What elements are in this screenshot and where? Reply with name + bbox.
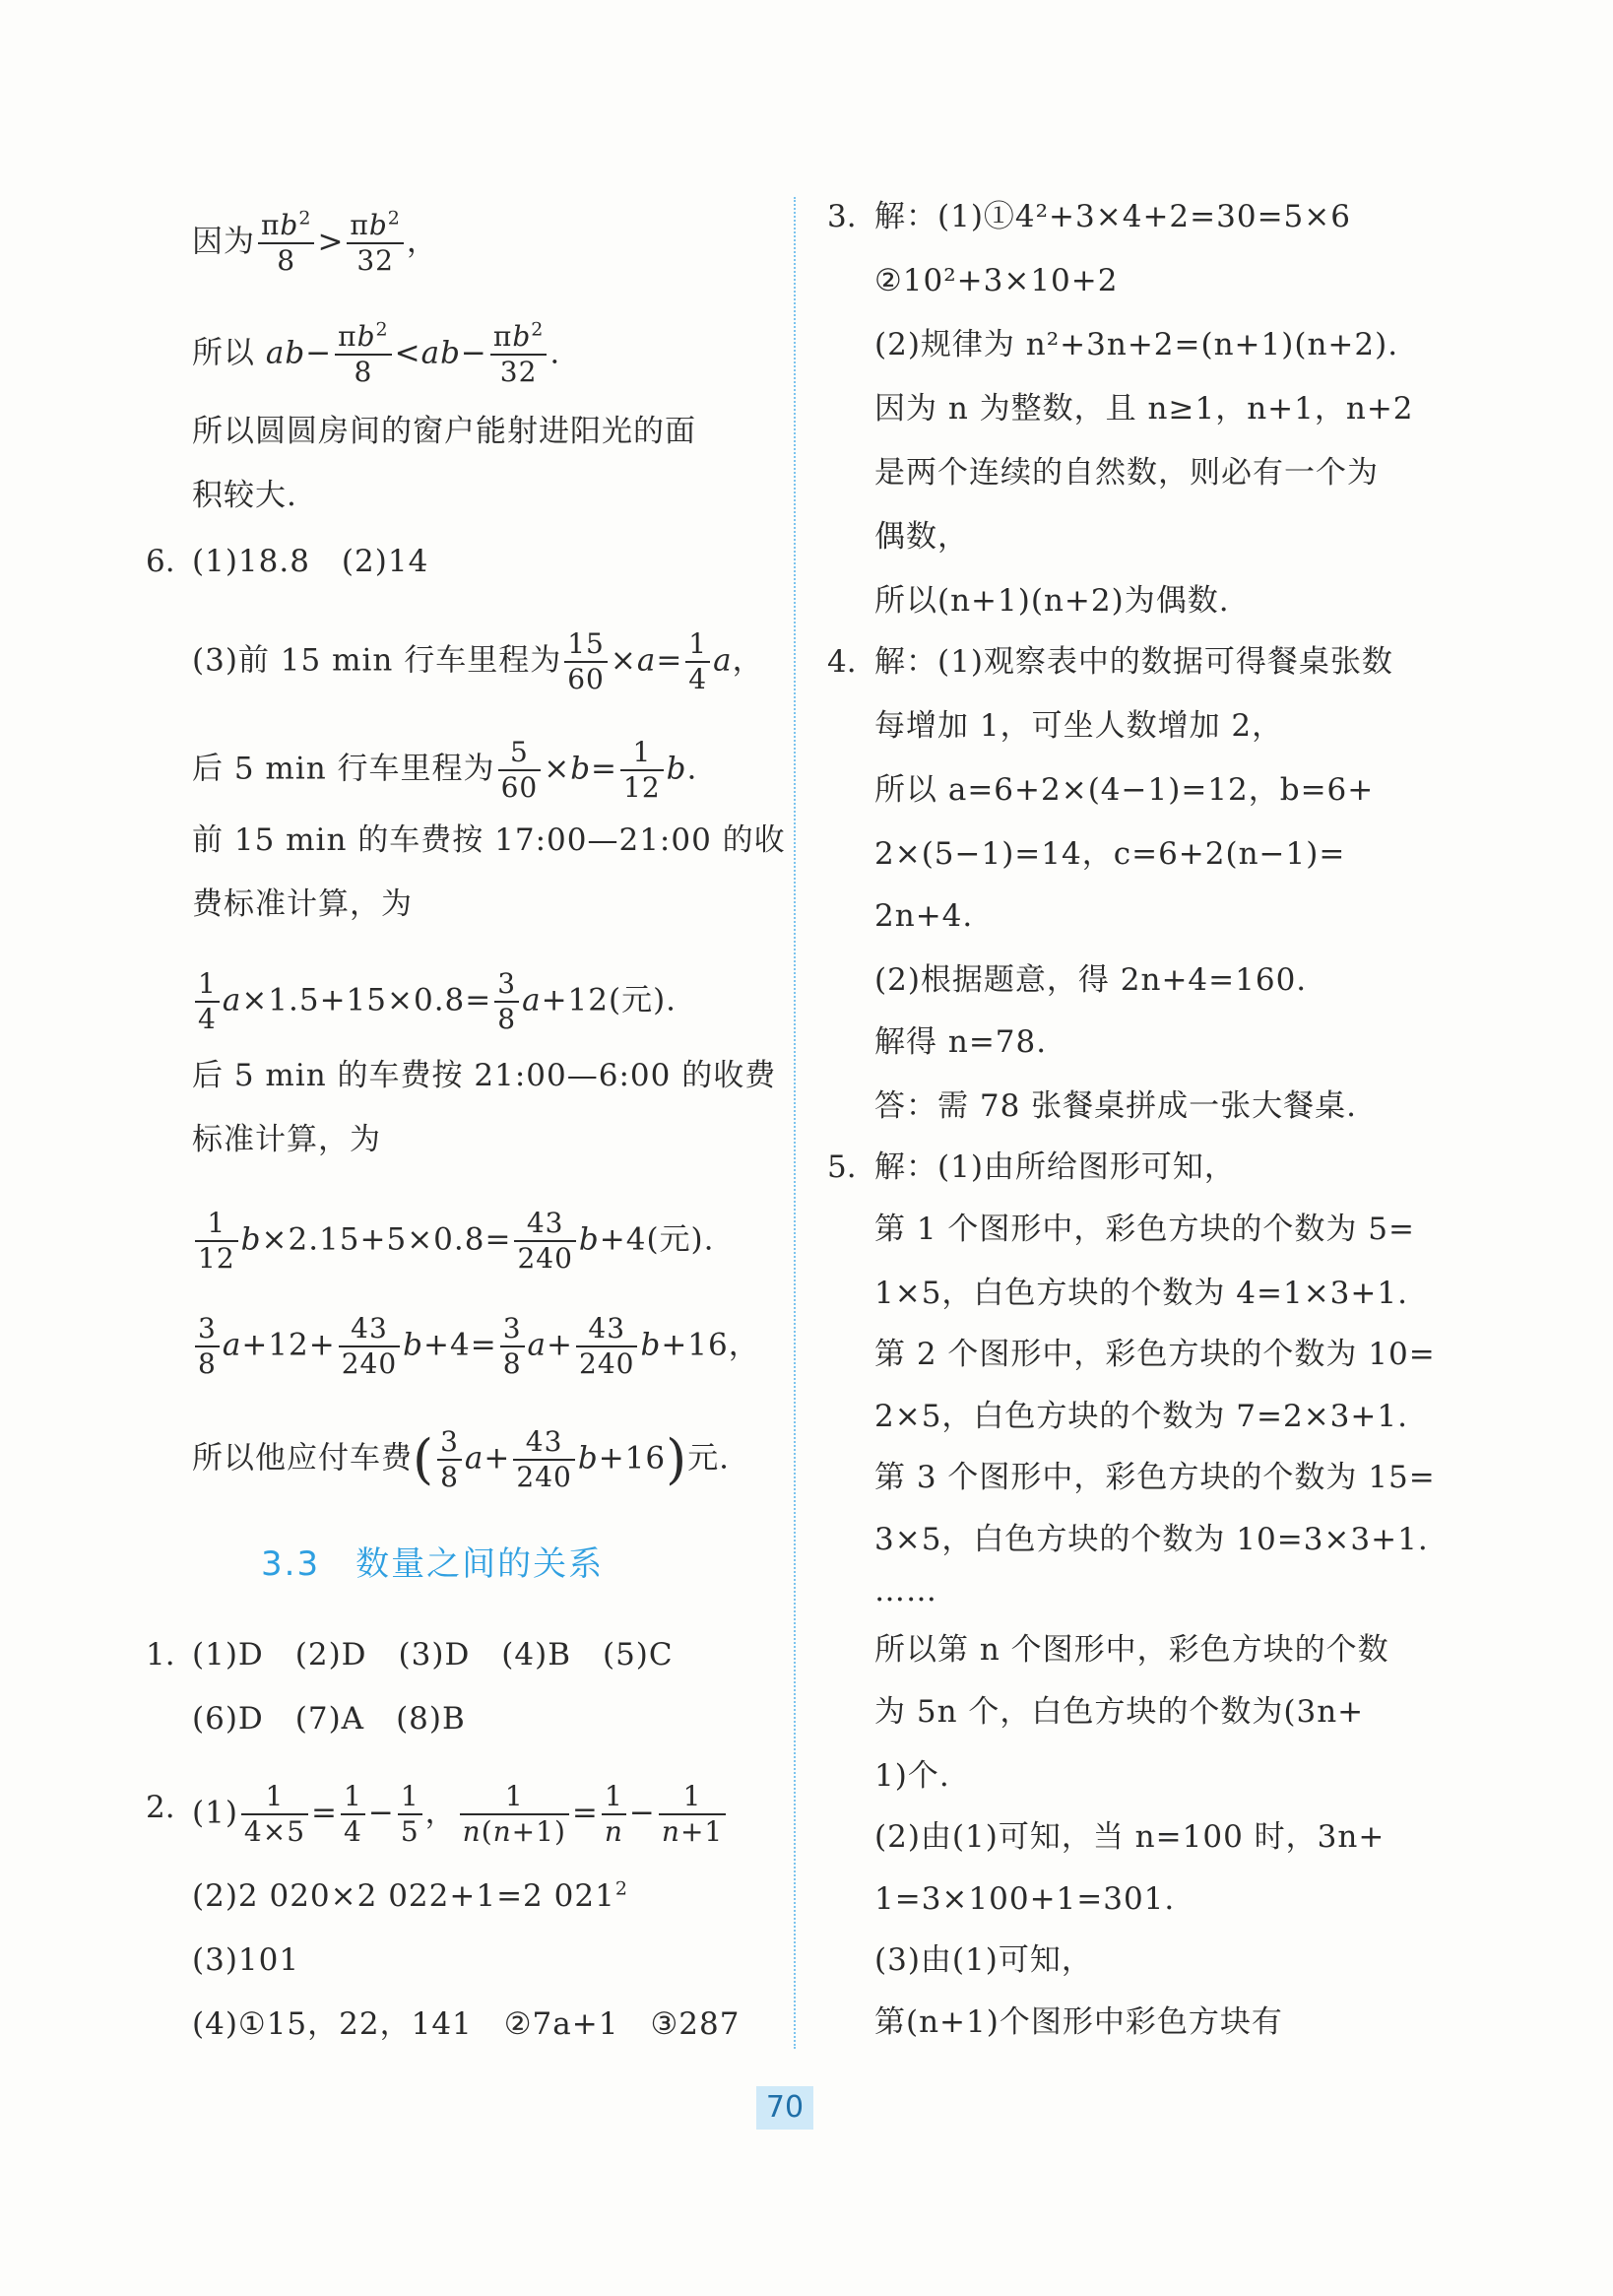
q3-f: 偶数， (874, 519, 969, 555)
q2-a: (1) $\frac{1}{4\times 5}$ = $\frac{1}{4}$ − $\frac{1}{5}$ ， $\frac{1}{n(n+1)}$ = $\frac{1}{n}$ − $\frac{1}{n+1}$ (192, 1783, 729, 1846)
q5-j: 为 5n 个，白色方块的个数为(3n+ (874, 1694, 1365, 1730)
q2-b: (2)2 020×2 022+1=2 $021^2$ (192, 1877, 628, 1914)
q6-e: 费标准计算，为 (192, 886, 413, 922)
q4-h: 答：需 78 张餐桌拼成一张大餐桌. (874, 1088, 1358, 1124)
q5-e: 2×5，白色方块的个数为 7=2×3+1. (874, 1399, 1408, 1434)
q4-d: 2×(5−1)=14，c=6+2(n−1)= (874, 836, 1346, 872)
q5-i: 所以第 n 个图形中，彩色方块的个数 (874, 1632, 1389, 1668)
q4-g: 解得 n=78. (874, 1024, 1048, 1060)
q5-g: 3×5，白色方块的个数为 10=3×3+1. (874, 1522, 1429, 1557)
column-divider (794, 197, 796, 2049)
q6-d: 前 15 min 的车费按 17:00—21:00 的收 (192, 822, 786, 858)
q3-g: 所以(n+1)(n+2)为偶数. (874, 583, 1230, 619)
q5-number: 5. (827, 1149, 857, 1185)
q2-c: (3)101 (192, 1942, 300, 1978)
q5-n: (3)由(1)可知， (874, 1942, 1093, 1978)
q2-number: 2. (146, 1790, 175, 1825)
line-l1: 因为 $\frac{\pi b^2}{8}$ > $\frac{\pi b^2}{32}$ ， (192, 207, 438, 277)
q3-d: 因为 n 为整数，且 n≥1，n+1，n+2 (874, 391, 1414, 426)
q5-l: (2)由(1)可知，当 n=100 时，3n+ (874, 1819, 1386, 1855)
q6-i: $\frac{1}{12}$ b×2.15+5×0.8= $\frac{43}{240}$ b+4(元). (192, 1210, 715, 1273)
q6-number: 6. (146, 544, 175, 579)
q5-b: 第 1 个图形中，彩色方块的个数为 5= (874, 1212, 1415, 1247)
q3-a: 解：(1)①4²+3×4+2=30=5×6 (874, 199, 1351, 234)
q3-b: ②10²+3×10+2 (874, 263, 1119, 298)
q1-a: (1)D (2)D (3)D (4)B (5)C (192, 1637, 674, 1673)
q5-f: 第 3 个图形中，彩色方块的个数为 15= (874, 1460, 1436, 1495)
q5-m: 1=3×100+1=301. (874, 1881, 1176, 1917)
q5-d: 第 2 个图形中，彩色方块的个数为 10= (874, 1337, 1436, 1372)
q3-number: 3. (827, 199, 857, 234)
q6-a: (1)18.8 (2)14 (192, 544, 429, 579)
q6-j: $\frac{3}{8}$ a+12+ $\frac{43}{240}$ b+4= $\frac{3}{8}$ a+ $\frac{43}{240}$ b+16， (192, 1315, 760, 1378)
q5-k: 1)个. (874, 1758, 950, 1794)
q3-e: 是两个连续的自然数，则必有一个为 (874, 455, 1379, 491)
q4-f: (2)根据题意，得 2n+4=160. (874, 962, 1308, 998)
q5-a: 解：(1)由所给图形可知， (874, 1149, 1236, 1185)
q4-e: 2n+4. (874, 898, 974, 934)
q6-b: (3)前 15 min 行车里程为 $\frac{15}{60}$ ×a= $\frac{1}{4}$ a， (192, 627, 764, 695)
line-l2: 所以 ab− $\frac{\pi b^2}{8}$ <ab− $\frac{\pi b^2}{32}$ . (192, 318, 561, 388)
q3-c: (2)规律为 n²+3n+2=(n+1)(n+2). (874, 327, 1399, 362)
q6-g: 后 5 min 的车费按 21:00—6:00 的收费 (192, 1058, 777, 1093)
q4-c: 所以 a=6+2×(4−1)=12，b=6+ (874, 772, 1375, 808)
q4-b: 每增加 1，可坐人数增加 2， (874, 708, 1284, 744)
q1-number: 1. (146, 1637, 175, 1673)
q6-c: 后 5 min 行车里程为 $\frac{5}{60}$ ×b= $\frac{1}{12}$ b. (192, 736, 698, 804)
q6-h: 标准计算，为 (192, 1122, 381, 1157)
q6-f: $\frac{1}{4}$ a×1.5+15×0.8= $\frac{3}{8}$ a+12(元). (192, 970, 677, 1033)
section-title: 3.3 数量之间的关系 (261, 1544, 605, 1584)
line-l3: 所以圆圆房间的窗户能射进阳光的面 (192, 414, 696, 449)
q4-number: 4. (827, 644, 857, 680)
q6-k: 所以他应付车费( $\frac{3}{8}$ a+ $\frac{43}{240}$ b+16)元. (192, 1425, 731, 1493)
q2-d: (4)①15，22，141 ②7a+1 ③287 (192, 2006, 741, 2042)
q5-c: 1×5，白色方块的个数为 4=1×3+1. (874, 1276, 1408, 1311)
q5-o: 第(n+1)个图形中彩色方块有 (874, 2004, 1283, 2040)
q5-h: …… (874, 1573, 937, 1608)
q4-a: 解：(1)观察表中的数据可得餐桌张数 (874, 644, 1393, 680)
page-number: 70 (756, 2086, 813, 2130)
line-l4: 积较大. (192, 478, 297, 513)
q1-b: (6)D (7)A (8)B (192, 1701, 466, 1737)
